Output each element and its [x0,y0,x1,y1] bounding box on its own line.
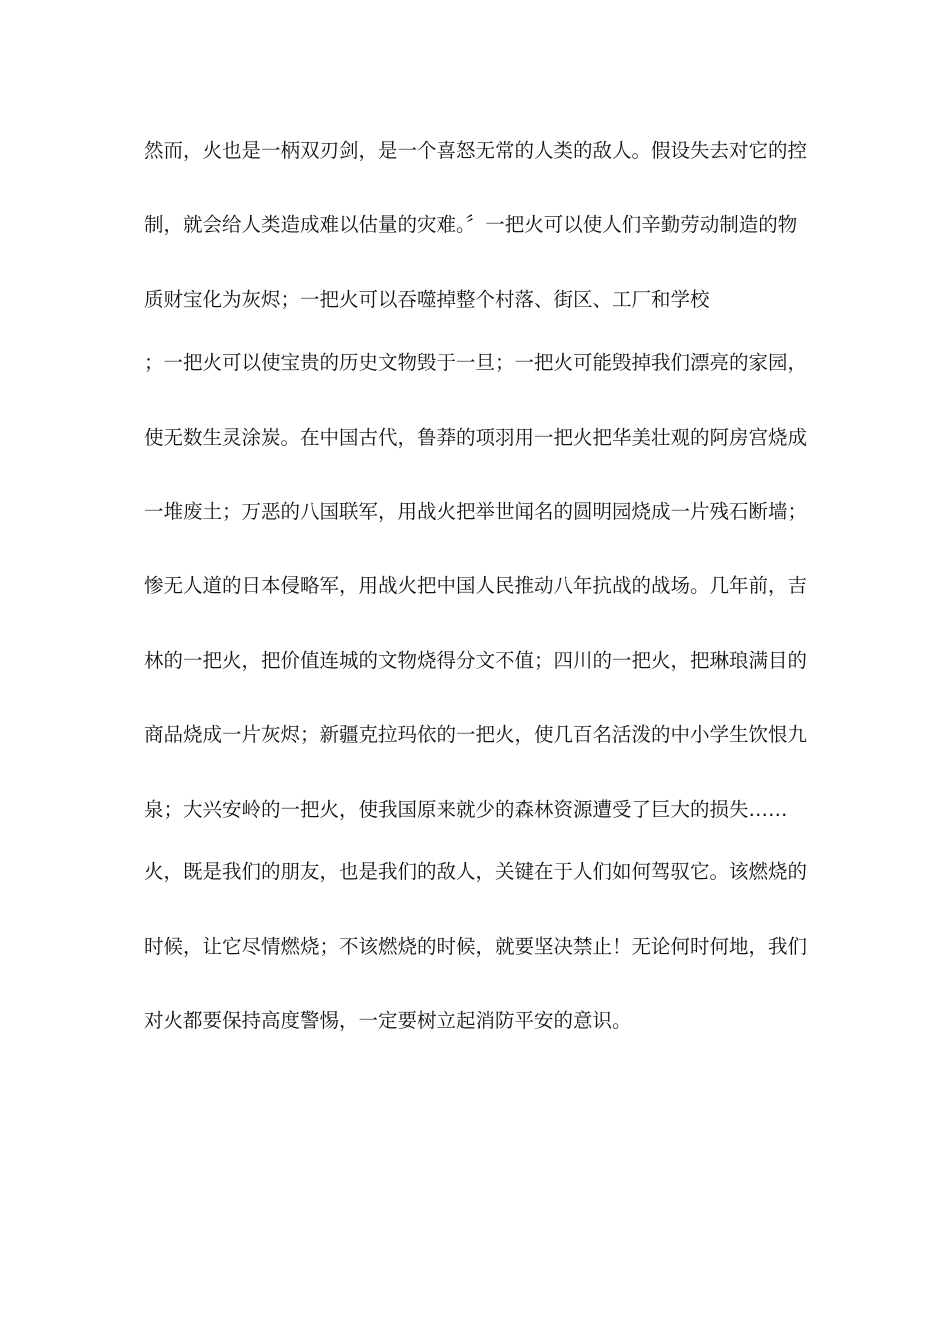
text-line: 林的一把火，把价值连城的文物烧得分文不值；四川的一把火，把琳琅满目的 [144,649,808,672]
text-line: 时候，让它尽情燃烧；不该燃烧的时候，就要坚决禁止！无论何时何地，我们 [144,935,808,958]
text-line: 制，就会给人类造成难以估量的灾难。〞一把火可以使人们辛勤劳动制造的物 [144,213,798,236]
text-line: 使无数生灵涂炭。在中国古代，鲁莽的项羽用一把火把华美壮观的阿房宫烧成 [144,426,808,449]
text-line: 对火都要保持高度警惕，一定要树立起消防平安的意识。 [144,1009,632,1032]
text-line: 商品烧成一片灰烬；新疆克拉玛依的一把火，使几百名活泼的中小学生饮恨九 [144,723,808,746]
text-line: 然而，火也是一柄双刃剑，是一个喜怒无常的人类的敌人。假设失去对它的控 [144,139,808,162]
text-line: 惨无人道的日本侵略军，用战火把中国人民推动八年抗战的战场。几年前，吉 [144,574,808,597]
text-line: 一堆废土；万恶的八国联军，用战火把举世闻名的圆明园烧成一片残石断墙； [144,500,808,523]
text-line: 质财宝化为灰烬；一把火可以吞噬掉整个村落、街区、工厂和学校 [144,288,710,311]
text-line: 泉；大兴安岭的一把火，使我国原来就少的森林资源遭受了巨大的损失…… [144,798,788,821]
text-line: 火，既是我们的朋友，也是我们的敌人，关键在于人们如何驾驭它。该燃烧的 [144,860,808,883]
text-line: ；一把火可以使宝贵的历史文物毁于一旦；一把火可能毁掉我们漂亮的家园， [144,351,808,374]
